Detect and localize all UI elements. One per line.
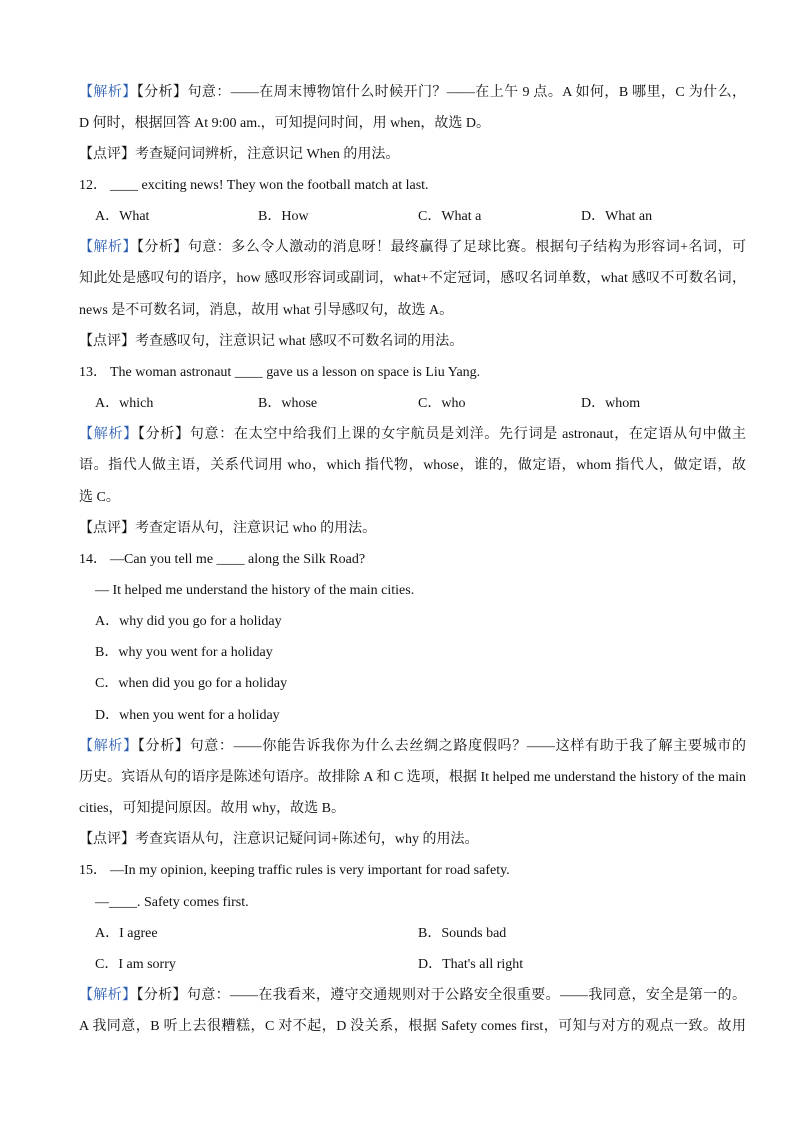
analysis-text: news 是不可数名词，消息，故用 what 引导感叹句，故选 A。 — [79, 302, 454, 318]
comment-line — [79, 824, 746, 855]
comment-text: 【点评】考查感叹句，注意识记 what 感叹不可数名词的用法。 — [79, 333, 464, 349]
analysis-text: 【分析】句意：在太空中给我们上课的女宇航员是刘洋。先行词是 astronaut，在定语从句中做主 — [137, 427, 746, 443]
question-stem: —Can you tell me ____ along the Silk Road? — [110, 551, 366, 567]
analysis-line — [79, 77, 746, 108]
question-15-block — [79, 855, 746, 1042]
analysis-line — [79, 419, 746, 450]
question-stem: —In my opinion, keeping traffic rules is very important for road safety. — [110, 863, 510, 879]
analysis-label: 【解析】 — [79, 84, 137, 100]
analysis-text: 选 C。 — [79, 489, 120, 505]
option-b: B．whose — [258, 396, 318, 412]
question-stem: The woman astronaut ____ gave us a lesson on space is Liu Yang. — [110, 364, 481, 380]
option-a: A．What — [95, 209, 150, 225]
question-line — [79, 170, 746, 201]
analysis-label: 【解析】 — [79, 988, 137, 1004]
option-c: C．when did you go for a holiday — [95, 676, 288, 692]
question-line — [79, 544, 746, 575]
analysis-line — [79, 980, 746, 1011]
analysis-label: 【解析】 — [79, 427, 138, 443]
dialogue-reply: —____. Safety comes first. — [95, 894, 249, 910]
question-number: 14． — [79, 551, 107, 567]
option-b: B．why you went for a holiday — [95, 645, 273, 661]
question-line — [79, 855, 746, 886]
option-a: A．which — [95, 396, 154, 412]
question-12-block — [79, 170, 746, 357]
comment-text: 【点评】考查定语从句，注意识记 who 的用法。 — [79, 520, 377, 536]
option-d: D．when you went for a holiday — [95, 707, 280, 723]
question-14-block — [79, 544, 746, 856]
comment-text: 【点评】考查疑问词辨析，注意识记 When 的用法。 — [79, 146, 400, 162]
question-number: 12． — [79, 177, 107, 193]
analysis-text: D 何时，根据回答 At 9:00 am.，可知提问时间，用 when，故选 D。 — [79, 115, 491, 131]
option-d: D．What an — [581, 209, 653, 225]
dialogue-reply: — It helped me understand the history of the main cities. — [95, 583, 415, 598]
analysis-line — [79, 482, 746, 513]
option-b: B．How — [258, 209, 309, 225]
option-b: B．Sounds bad — [418, 925, 507, 941]
analysis-line — [79, 263, 746, 294]
analysis-text: A 我同意，B 听上去很糟糕，C 对不起，D 没关系，根据 Safety comes first，可知与对方的观点一致。故用 — [79, 1019, 746, 1035]
options-row — [79, 918, 746, 949]
analysis-line — [79, 108, 746, 139]
options-row — [79, 201, 746, 232]
analysis-line — [79, 450, 746, 481]
analysis-text: 【分析】句意：多么令人激动的消息呀！最终赢得了足球比赛。根据句子结构为形容词+名词，可 — [136, 240, 746, 256]
analysis-line — [79, 1011, 746, 1042]
options-row — [79, 388, 746, 419]
option-c: C．What a — [418, 209, 482, 225]
analysis-text: 【分析】句意：——在周末博物馆什么时候开门？——在上午 9 点。A 如何，B 哪里，C 为什么， — [136, 84, 746, 100]
analysis-text: 语。指代人做主语，关系代词用 who，which 指代物，whose，谁的，做定语，whom 指代人，做定语，故 — [79, 458, 746, 474]
option-a: A．why did you go for a holiday — [95, 614, 282, 630]
option-c: C．I am sorry — [95, 956, 176, 972]
question-line — [79, 357, 746, 388]
option-a: A．I agree — [95, 925, 158, 941]
question-stem: ____ exciting news! They won the football match at last. — [110, 177, 429, 193]
analysis-text: 历史。宾语从句的语序是陈述句语序。故排除 A 和 C 选项，根据 It helped me understand the history of the main — [79, 769, 746, 785]
analysis-line — [79, 731, 746, 762]
comment-text: 【点评】考查宾语从句，注意识记疑问词+陈述句，why 的用法。 — [79, 832, 479, 848]
document-page — [79, 77, 746, 1043]
option-d: D．whom — [581, 396, 641, 412]
question-number: 15． — [79, 863, 107, 879]
analysis-line — [79, 295, 746, 326]
analysis-line — [79, 762, 746, 793]
question-number: 13． — [79, 364, 107, 380]
analysis-line — [79, 793, 746, 824]
analysis-text: 【分析】句意：——在我看来，遵守交通规则对于公路安全很重要。——我同意，安全是第一的。 — [136, 988, 747, 1004]
analysis-line — [79, 232, 746, 263]
analysis-label: 【解析】 — [79, 240, 137, 256]
question-11-block — [79, 77, 746, 170]
comment-line — [79, 139, 746, 170]
analysis-text: cities，可知提问原因。故用 why，故选 B。 — [79, 801, 345, 817]
comment-line — [79, 326, 746, 357]
options-row — [79, 949, 746, 980]
analysis-label: 【解析】 — [79, 738, 138, 754]
option-d: D．That's all right — [418, 956, 524, 972]
option-c: C．who — [418, 396, 466, 412]
question-13-block — [79, 357, 746, 544]
analysis-text: 【分析】句意：——你能告诉我你为什么去丝绸之路度假吗？——这样有助于我了解主要城市的 — [137, 738, 747, 754]
analysis-text: 知此处是感叹句的语序，how 感叹形容词或副词，what+不定冠词，感叹名词单数，what 感叹不可数名词， — [79, 271, 746, 287]
comment-line — [79, 513, 746, 544]
